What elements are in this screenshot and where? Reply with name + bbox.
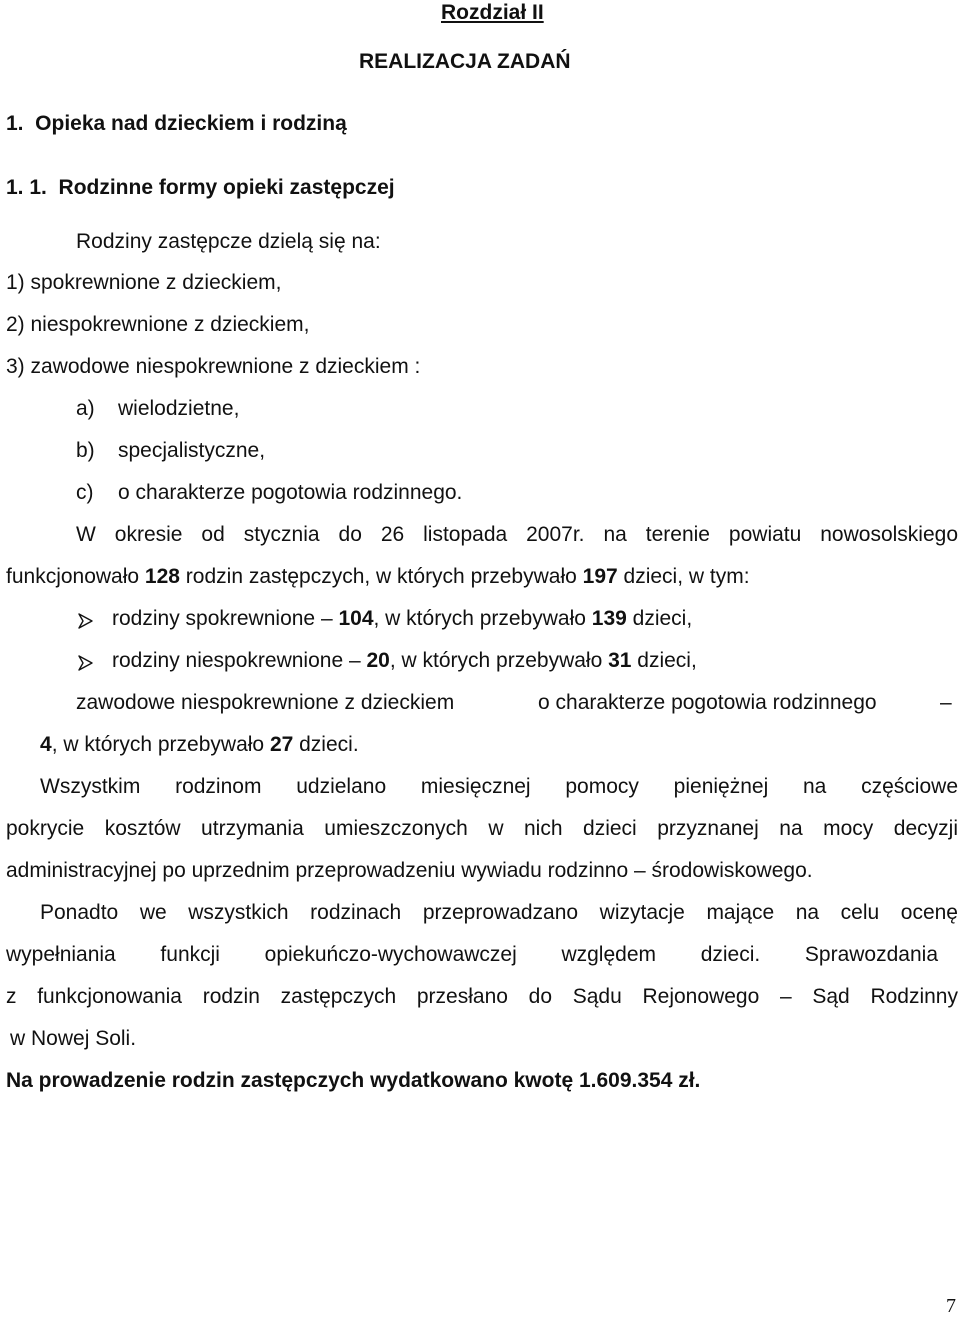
section-title: REALIZACJA ZADAŃ (359, 50, 571, 73)
paragraph-line: pokrycie kosztów utrzymania umieszczonych w nich dzieci przyznanej na mocy decyzji (6, 817, 958, 840)
text-run: , w których przebywało (51, 733, 270, 756)
bullet-item (112, 606, 692, 632)
children-count: 27 (269, 733, 294, 756)
text-run: funkcjonowało (6, 565, 145, 588)
paragraph-line (40, 732, 359, 758)
paragraph-line: Wszystkim rodzinom udzielano miesięcznej pomocy pieniężnej na częściowe (40, 775, 958, 798)
children-count: 139 (591, 607, 627, 630)
paragraph-line: Ponadto we wszystkich rodzinach przeprowadzano wizytacje mające na celu ocenę (40, 901, 958, 924)
family-count: 128 (144, 565, 180, 588)
paragraph-line: wypełniania funkcji opiekuńczo-wychowawczej względem dzieci. Sprawozdania (6, 943, 938, 966)
text-run: , w których przebywało (389, 649, 609, 672)
paragraph-line: administracyjnej po uprzednim przeprowadzeniu wywiadu rodzinno – środowiskowego. (6, 859, 813, 882)
sublist-item: specjalistyczne, (118, 439, 266, 462)
text-run: rodziny spokrewnione – (112, 607, 339, 630)
page-number: 7 (946, 1295, 956, 1317)
list-item: 1) spokrewnione z dzieckiem, (6, 271, 282, 294)
text-run: o charakterze pogotowia rodzinnego (538, 691, 877, 714)
sublist-item: wielodzietne, (118, 397, 240, 420)
list-item: 3) zawodowe niespokrewnione z dzieckiem : (6, 355, 421, 378)
text-run: dzieci, w tym: (617, 565, 750, 588)
sublist-item: o charakterze pogotowia rodzinnego. (118, 481, 463, 504)
arrowhead-bullet-icon (77, 655, 93, 671)
summary-statement: Na prowadzenie rodzin zastępczych wydatkowano kwotę 1.609.354 zł. (6, 1069, 701, 1092)
text-run: , w których przebywało (373, 607, 592, 630)
text-run: dzieci. (293, 733, 359, 756)
chapter-heading: Rozdział II (441, 1, 544, 24)
text-run: rodziny niespokrewnione – (112, 649, 367, 672)
text-run: dzieci, (626, 607, 693, 630)
family-count: 104 (338, 607, 374, 630)
sublist-marker: c) (76, 481, 94, 504)
paragraph-line: z funkcjonowania rodzin zastępczych przesłano do Sądu Rejonowego – Sąd Rodzinny (6, 985, 958, 1008)
paragraph-line (6, 564, 750, 590)
text-run: dzieci, (631, 649, 697, 672)
paragraph-line: w Nowej Soli. (10, 1027, 137, 1050)
family-count: 4 (40, 733, 52, 756)
family-count: 20 (366, 649, 390, 672)
heading-level-1: 1. Opieka nad dzieckiem i rodziną (6, 112, 347, 135)
text-run: rodzin zastępczych, w których przebywało (179, 565, 583, 588)
sublist-marker: b) (76, 439, 95, 462)
paragraph-line: W okresie od stycznia do 26 listopada 2007r. na terenie powiatu nowosolskiego (76, 523, 958, 546)
arrowhead-bullet-icon (77, 613, 93, 629)
intro-text: Rodziny zastępcze dzielą się na: (76, 230, 381, 253)
children-count: 31 (608, 649, 632, 672)
text-run: zawodowe niespokrewnione z dzieckiem (76, 691, 455, 714)
heading-level-2: 1. 1. Rodzinne formy opieki zastępczej (6, 176, 395, 199)
children-count: 197 (582, 565, 618, 588)
list-item: 2) niespokrewnione z dzieckiem, (6, 313, 310, 336)
dash: – (940, 691, 952, 714)
sublist-marker: a) (76, 397, 95, 420)
bullet-item (112, 648, 697, 674)
